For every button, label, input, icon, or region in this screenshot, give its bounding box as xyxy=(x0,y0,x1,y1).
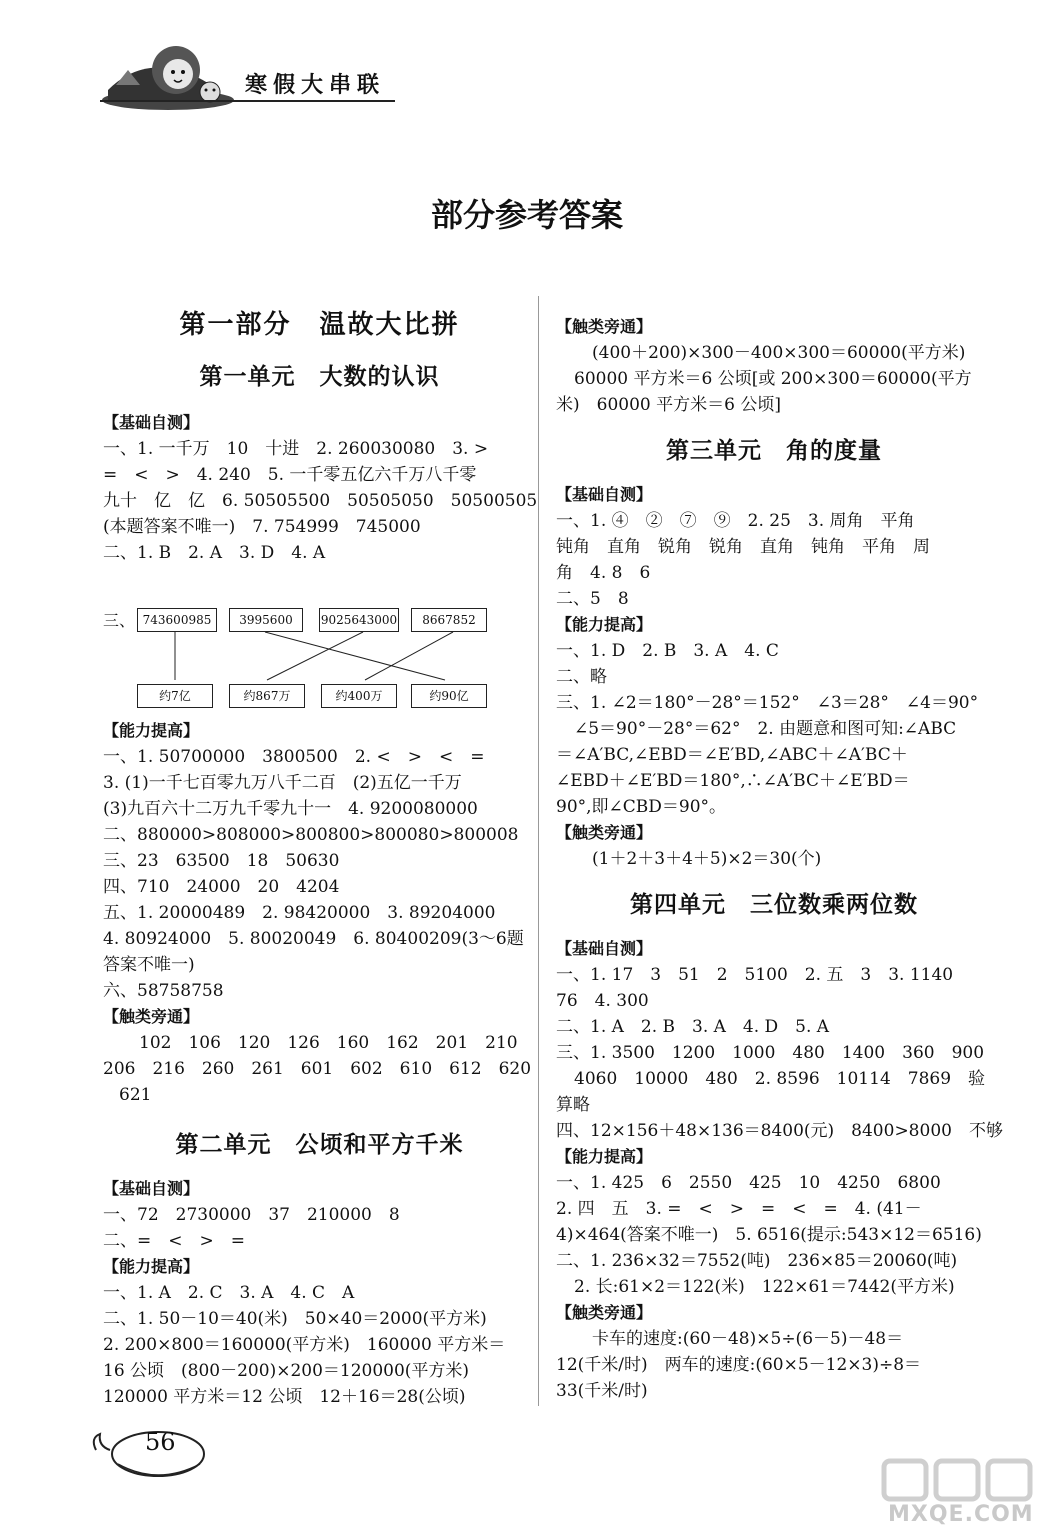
answer-line: 一、1. 一千万 10 十进 2. 260030080 3. > xyxy=(103,439,489,459)
answer-line: 角 4. 8 6 xyxy=(556,563,651,583)
unit3-title: 第三单元 角的度量 xyxy=(666,437,882,464)
answer-line: 二、1. 236×32＝7552(吨) 236×85＝20060(吨) xyxy=(556,1251,958,1271)
answer-line: 102 106 120 126 160 162 201 210 xyxy=(139,1033,518,1053)
approx-box: 约400万 xyxy=(321,684,397,708)
cartoon-child-icon xyxy=(98,30,238,125)
answer-line: 二、880000>808000>800800>800080>800008 xyxy=(103,825,519,845)
matching-diagram xyxy=(103,604,536,714)
right-column xyxy=(556,314,1003,1404)
unit1-basic-label: 【基础自测】 xyxy=(103,413,200,432)
unit2-ability-label: 【能力提高】 xyxy=(103,1257,200,1276)
answer-line: 四、710 24000 20 4204 xyxy=(103,877,340,897)
part-title: 第一部分 温故大比拼 xyxy=(179,310,460,340)
answer-line: 2. 200×800＝160000(平方米) 160000 平方米＝ xyxy=(103,1335,506,1355)
answer-line: 16 公顷 (800－200)×200＝120000(平方米) xyxy=(103,1361,470,1381)
answer-line: 三、23 63500 18 50630 xyxy=(103,851,340,871)
answer-line: 206 216 260 261 601 602 610 612 620 xyxy=(103,1059,532,1079)
answer-line: 2. 四 五 3. = < > = < = 4. (41－ xyxy=(556,1199,922,1219)
answer-line: 60000 平方米＝6 公顷[或 200×300＝60000(平方 xyxy=(574,369,972,389)
answer-line: 九十 亿 亿 6. 50505500 50505050 50500505 xyxy=(103,491,538,511)
answer-line: 一、1. 425 6 2550 425 10 4250 6800 xyxy=(556,1173,941,1193)
header-rule xyxy=(100,100,395,102)
answer-line: 33(千米/时) xyxy=(556,1381,648,1401)
answer-line: 90°,即∠CBD＝90°。 xyxy=(556,797,727,817)
answer-line: 4060 10000 480 2. 8596 10114 7869 验 xyxy=(574,1069,986,1089)
answer-stamp-icon xyxy=(878,1455,1038,1503)
answer-line: 2. 长:61×2＝122(米) 122×61＝7442(平方米) xyxy=(574,1277,955,1297)
unit3-basic-label: 【基础自测】 xyxy=(556,485,653,504)
unit2-title: 第二单元 公顷和平方千米 xyxy=(175,1131,464,1158)
answer-line: 二、= < > = xyxy=(103,1231,245,1251)
answer-line: 一、1. 17 3 51 2 5100 2. 五 3 3. 1140 xyxy=(556,965,954,985)
unit1-analogy-label: 【触类旁通】 xyxy=(103,1007,200,1026)
page-title: 部分参考答案 xyxy=(430,196,623,234)
answer-line: = < > 4. 240 5. 一千零五亿六千万八千零 xyxy=(103,465,477,485)
answer-line: 76 4. 300 xyxy=(556,991,649,1011)
answer-line: ∠5＝90°－28°＝62° 2. 由题意和图可知:∠ABC xyxy=(574,719,957,739)
answer-line: 二、略 xyxy=(556,667,607,687)
approx-box: 约90亿 xyxy=(411,684,487,708)
unit1-title: 第一单元 大数的认识 xyxy=(199,363,440,390)
header-title: 寒假大串联 xyxy=(245,72,386,98)
unit2-basic-label: 【基础自测】 xyxy=(103,1179,200,1198)
answer-line: (1＋2＋3＋4＋5)×2＝30(个) xyxy=(592,849,822,869)
unit1-ability-label: 【能力提高】 xyxy=(103,721,200,740)
answer-line: 卡车的速度:(60－48)×5÷(6－5)－48＝ xyxy=(592,1329,904,1349)
answer-line: 四、12×156＋48×136＝8400(元) 8400>8000 不够 xyxy=(556,1121,1003,1141)
answer-line: 一、1. D 2. B 3. A 4. C xyxy=(556,641,779,661)
answer-line: 六、58758758 xyxy=(103,981,224,1001)
unit3-analogy-label: 【触类旁通】 xyxy=(556,823,653,842)
unit4-basic-label: 【基础自测】 xyxy=(556,939,653,958)
watermark-text: MXQE.COM xyxy=(888,1502,1034,1527)
answer-line: 一、1. 50700000 3800500 2. < > < = xyxy=(103,747,485,767)
answer-line: 钝角 直角 锐角 锐角 直角 钝角 平角 周 xyxy=(556,537,930,557)
three-label: 三、 xyxy=(103,611,136,630)
answer-line: 二、1. A 2. B 3. A 4. D 5. A xyxy=(556,1017,830,1037)
answer-line: 米) 60000 平方米＝6 公顷] xyxy=(556,395,781,415)
answer-line: 120000 平方米＝12 公顷 12＋16＝28(公顷) xyxy=(103,1387,466,1407)
page-number: 56 xyxy=(145,1428,176,1456)
answer-line: 二、1. B 2. A 3. D 4. A xyxy=(103,543,326,563)
answer-line: 4. 80924000 5. 80020049 6. 80400209(3～6题 xyxy=(103,929,524,949)
approx-box: 约867万 xyxy=(229,684,305,708)
answer-line: 一、72 2730000 37 210000 8 xyxy=(103,1205,400,1225)
answer-line: 4)×464(答案不唯一) 5. 6516(提示:543×12＝6516) xyxy=(556,1225,982,1245)
answer-line: 一、1. ④ ② ⑦ ⑨ 2. 25 3. 周角 平角 xyxy=(556,511,915,531)
answer-line: 答案不唯一) xyxy=(103,955,195,975)
unit4-analogy-label: 【触类旁通】 xyxy=(556,1303,653,1322)
answer-line: (3)九百六十二万九千零九十一 4. 9200080000 xyxy=(103,799,478,819)
answer-line: 621 xyxy=(119,1085,152,1105)
answer-line: 一、1. A 2. C 3. A 4. C A xyxy=(103,1283,355,1303)
column-divider xyxy=(538,296,539,1406)
left-column-top xyxy=(103,312,536,566)
left-column-bottom xyxy=(103,718,536,1410)
header-logo xyxy=(98,30,238,125)
answer-line: 三、1. 3500 1200 1000 480 1400 360 900 xyxy=(556,1043,985,1063)
answer-line: 12(千米/时) 两车的速度:(60×5－12×3)÷8＝ xyxy=(556,1355,922,1375)
unit3-ability-label: 【能力提高】 xyxy=(556,615,653,634)
answer-line: 三、1. ∠2＝180°－28°＝152° ∠3＝28° ∠4＝90° xyxy=(556,693,979,713)
number-box: 8667852 xyxy=(411,608,487,632)
answer-line: (本题答案不唯一) 7. 754999 745000 xyxy=(103,517,421,537)
unit4-title: 第四单元 三位数乘两位数 xyxy=(630,891,918,918)
number-box: 743600985 xyxy=(137,608,217,632)
number-box: 3995600 xyxy=(229,608,303,632)
answer-line: 二、5 8 xyxy=(556,589,629,609)
answer-line: 二、1. 50－10＝40(米) 50×40＝2000(平方米) xyxy=(103,1309,487,1329)
number-box: 9025643000 xyxy=(319,608,399,632)
answer-line: 3. (1)一千七百零九万八千二百 (2)五亿一千万 xyxy=(103,773,462,793)
approx-box: 约7亿 xyxy=(137,684,213,708)
answer-line: ∠EBD＋∠E′BD＝180°,∴∠A′BC＋∠E′BD＝ xyxy=(556,771,910,791)
unit4-ability-label: 【能力提高】 xyxy=(556,1147,653,1166)
answer-line: 五、1. 20000489 2. 98420000 3. 89204000 xyxy=(103,903,496,923)
answer-line: (400＋200)×300－400×300＝60000(平方米) xyxy=(592,343,966,363)
answer-line: ＝∠A′BC,∠EBD＝∠E′BD,∠ABC＋∠A′BC＋ xyxy=(556,745,908,765)
unit2-analogy-label: 【触类旁通】 xyxy=(556,317,653,336)
answer-line: 算略 xyxy=(556,1095,590,1115)
